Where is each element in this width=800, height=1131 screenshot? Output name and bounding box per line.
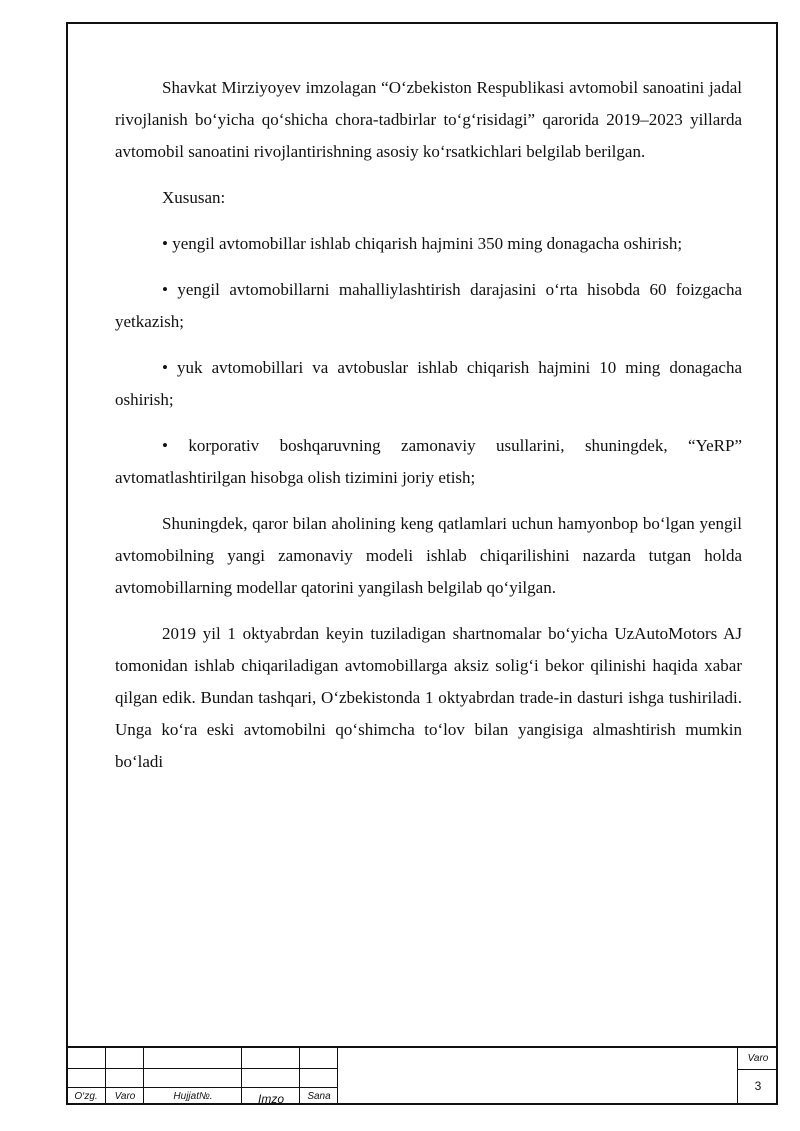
stamp-label-varaq: Varo <box>114 1091 136 1102</box>
stamp-sheet-label: Varo <box>747 1053 769 1064</box>
paragraph-shuningdek: Shuningdek, qaror bilan aholining keng qatlamlari uchun hamyonbop bo‘lgan yengil avtomobilning yangi zamonaviy modeli ishlab chiqarilishini nazarda tutgan holda avtomobillarning modellar qatorini yangilash belgilab qo‘yilgan. <box>115 514 742 597</box>
stamp-sheet-line <box>737 1069 778 1070</box>
stamp-label-hujjat: Hujjat№. <box>173 1091 213 1102</box>
bullet-item-2: • yengil avtomobillarni mahalliylashtirish darajasini o‘rta hisobda 60 foizgacha yetkazish; <box>115 280 742 331</box>
title-block-stamp <box>66 1046 778 1107</box>
stamp-row-line-1 <box>66 1068 338 1069</box>
paragraph-uzautomotors: 2019 yil 1 oktyabrdan keyin tuziladigan shartnomalar bo‘yicha UzAutoMotors AJ tomonidan ishlab chiqariladigan avtomobillarga aksiz solig‘i bekor qilinishi haqida xabar qilgan edik. Bundan tashqari, O‘zbekistonda 1 oktyabrdan trade-in dasturi ishga tushiriladi. Unga ko‘ra eski avtomobilni qo‘shimcha to‘lov bilan yangisiga almashtirish mumkin bo‘ladi <box>115 624 742 771</box>
bullet-item-4: • korporativ boshqaruvning zamonaviy usullarini, shuningdek, “YeRP” avtomatlashtirilgan hisobga olish tizimini joriy etish; <box>115 436 742 487</box>
document-body <box>115 72 742 778</box>
page-number: 3 <box>754 1079 762 1093</box>
stamp-row-line-2 <box>66 1087 338 1088</box>
stamp-label-sana: Sana <box>307 1091 331 1102</box>
stamp-label-ozg: O‘zg. <box>74 1091 98 1102</box>
stamp-label-imzo: Imzo <box>257 1092 284 1106</box>
paragraph-intro: Shavkat Mirziyoyev imzolagan “O‘zbekiston Respublikasi avtomobil sanoatini jadal rivojlanish bo‘yicha qo‘shicha chora-tadbirlar to‘g‘risidagi” qarorida 2019–2023 yillarda avtomobil sanoatini rivojlantirishning asosiy ko‘rsatkichlari belgilab berilgan. <box>115 78 742 161</box>
bullet-item-1: • yengil avtomobillar ishlab chiqarish hajmini 350 ming donagacha oshirish; <box>162 234 683 253</box>
bullet-item-3: • yuk avtomobillari va avtobuslar ishlab chiqarish hajmini 10 ming donagacha oshirish; <box>115 358 742 409</box>
paragraph-xususan: Xususan: <box>162 188 226 207</box>
